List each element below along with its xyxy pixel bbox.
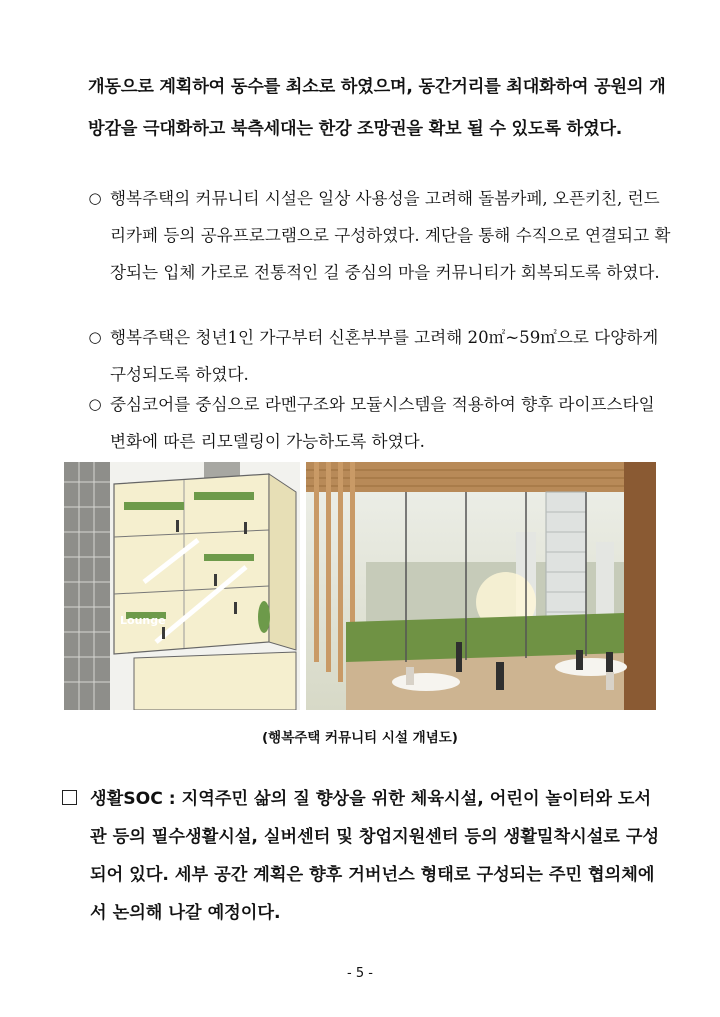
figure-caption: (행복주택 커뮤니티 시설 개념도)	[262, 730, 458, 746]
soc-text: 생활SOC : 지역주민 삶의 질 향상을 위한 체육시설, 어린이 놀이터와 도서관 등의 필수생활시설, 실버센터 및 창업지원센터 등의 생활밀착시설로 구성되어 있다. 세부 공간 계획은 향후 거버넌스 형태로 구성되는 주민 협의체에서 논의해 나갈 예정이다.	[90, 789, 660, 923]
intro-paragraph: 개동으로 계획하여 동수를 최소로 하였으며, 동간거리를 최대화하여 공원의 개방감을 극대화하고 북측세대는 한강 조망권을 확보 될 수 있도록 하였다.	[88, 77, 666, 139]
interior-rendering-image	[306, 462, 656, 710]
figure-illustration	[64, 462, 656, 710]
bullet-text: 행복주택은 청년1인 가구부터 신혼부부를 고려해 20㎡~59㎡으로 다양하게 구성되도록 하였다.	[110, 328, 659, 384]
bullet-text: 행복주택의 커뮤니티 시설은 일상 사용성을 고려해 돌봄카페, 오픈키친, 런드리카페 등의 공유프로그램으로 구성하였다. 계단을 통해 수직으로 연결되고 확장되는 입체 가로로 전통적인 길 중심의 마을 커뮤니티가 회복되도록 하였다.	[110, 189, 671, 282]
bullet-mark: ○	[88, 328, 102, 346]
living-soc-section	[62, 780, 664, 932]
section-perspective-image	[64, 462, 300, 710]
bullet-mark: ○	[88, 189, 102, 207]
page-number: - 5 -	[347, 966, 373, 981]
lounge-label: Lounge	[120, 614, 166, 627]
bullet-structure	[84, 386, 674, 460]
bullet-text: 중심코어를 중심으로 라멘구조와 모듈시스템을 적용하여 향후 라이프스타일 변화에 따른 리모델링이 가능하도록 하였다.	[110, 395, 655, 451]
community-facility-figure	[64, 462, 656, 710]
checkbox-square-icon	[62, 790, 77, 805]
bullet-unit-size	[84, 319, 674, 393]
bullet-community	[84, 180, 674, 291]
bullet-mark: ○	[88, 395, 102, 413]
